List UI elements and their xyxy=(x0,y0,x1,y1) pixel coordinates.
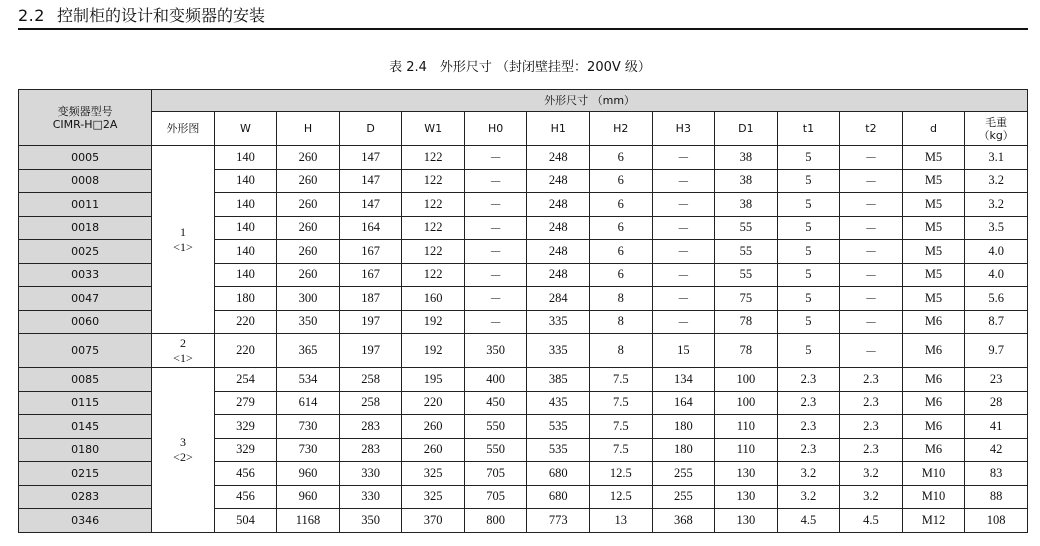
cell-kg: 5.6 xyxy=(965,287,1028,311)
cell-w: 254 xyxy=(214,368,277,392)
cell-h3: － xyxy=(652,240,715,264)
cell-w1: 260 xyxy=(402,438,465,462)
cell-h0: 705 xyxy=(464,462,527,486)
section-number: 2.2 xyxy=(18,6,45,25)
cell-kg: 3.2 xyxy=(965,169,1028,193)
cell-h2: 13 xyxy=(590,509,653,533)
cell-d1: 55 xyxy=(715,216,778,240)
cell-h0: 400 xyxy=(464,368,527,392)
cell-h1: 248 xyxy=(527,169,590,193)
cell-d: 147 xyxy=(339,169,402,193)
cell-d: M6 xyxy=(902,368,965,392)
cell-t1: 5 xyxy=(777,146,840,170)
cell-d: 147 xyxy=(339,146,402,170)
cell-kg: 28 xyxy=(965,391,1028,415)
column-header: H xyxy=(277,112,340,146)
cell-h1: 385 xyxy=(527,368,590,392)
cell-t1: 3.2 xyxy=(777,462,840,486)
cell-h1: 535 xyxy=(527,438,590,462)
cell-w1: 260 xyxy=(402,415,465,439)
cell-h0: － xyxy=(464,216,527,240)
cell-h2: 7.5 xyxy=(590,368,653,392)
cell-w1: 192 xyxy=(402,310,465,334)
cell-h1: 535 xyxy=(527,415,590,439)
cell-h: 960 xyxy=(277,485,340,509)
cell-h2: 7.5 xyxy=(590,415,653,439)
cell-d: M10 xyxy=(902,485,965,509)
column-header: H3 xyxy=(652,112,715,146)
cell-h: 260 xyxy=(277,193,340,217)
cell-t2: 2.3 xyxy=(840,368,903,392)
model-cell: 0018 xyxy=(19,216,152,240)
cell-h2: 6 xyxy=(590,193,653,217)
cell-w: 140 xyxy=(214,169,277,193)
column-header: t1 xyxy=(777,112,840,146)
cell-kg: 41 xyxy=(965,415,1028,439)
cell-t1: 5 xyxy=(777,263,840,287)
cell-h: 1168 xyxy=(277,509,340,533)
cell-d1: 130 xyxy=(715,462,778,486)
cell-d1: 38 xyxy=(715,169,778,193)
table-row xyxy=(19,334,1028,368)
cell-h2: 6 xyxy=(590,263,653,287)
cell-h3: 368 xyxy=(652,509,715,533)
cell-h0: － xyxy=(464,169,527,193)
column-header: H1 xyxy=(527,112,590,146)
model-cell: 0115 xyxy=(19,391,152,415)
weight-header-line1: 毛重 xyxy=(985,115,1008,129)
cell-d: M10 xyxy=(902,462,965,486)
cell-w1: 122 xyxy=(402,169,465,193)
cell-d: M6 xyxy=(902,391,965,415)
cell-d: M5 xyxy=(902,169,965,193)
cell-w: 220 xyxy=(214,334,277,368)
cell-t1: 2.3 xyxy=(777,391,840,415)
cell-d1: 75 xyxy=(715,287,778,311)
cell-h0: 550 xyxy=(464,415,527,439)
cell-h0: － xyxy=(464,263,527,287)
cell-h3: 255 xyxy=(652,485,715,509)
cell-h3: － xyxy=(652,146,715,170)
cell-d1: 38 xyxy=(715,193,778,217)
cell-d: M6 xyxy=(902,334,965,368)
cell-kg: 83 xyxy=(965,462,1028,486)
table-body xyxy=(19,146,1028,533)
cell-d: 187 xyxy=(339,287,402,311)
model-cell: 0075 xyxy=(19,334,152,368)
cell-d: 147 xyxy=(339,193,402,217)
weight-header-line2: （kg） xyxy=(978,128,1014,142)
outline-figure-number: 1 xyxy=(179,224,186,239)
cell-w1: 325 xyxy=(402,462,465,486)
column-header: D1 xyxy=(715,112,778,146)
section-heading xyxy=(18,4,1028,30)
cell-d: 164 xyxy=(339,216,402,240)
cell-t1: 5 xyxy=(777,193,840,217)
cell-w1: 220 xyxy=(402,391,465,415)
table-row xyxy=(19,146,1028,170)
cell-t2: － xyxy=(840,334,903,368)
cell-d1: 130 xyxy=(715,509,778,533)
cell-w: 279 xyxy=(214,391,277,415)
cell-t2: － xyxy=(840,287,903,311)
cell-t1: 4.5 xyxy=(777,509,840,533)
outline-figure-cell xyxy=(152,368,215,533)
table-caption: 表 2.4 外形尺寸 （封闭壁挂型：200V 级） xyxy=(389,60,651,75)
cell-t1: 5 xyxy=(777,287,840,311)
model-header-line1: 变频器型号 xyxy=(57,104,113,118)
cell-t1: 3.2 xyxy=(777,485,840,509)
cell-d: 197 xyxy=(339,334,402,368)
cell-w: 140 xyxy=(214,146,277,170)
cell-kg: 9.7 xyxy=(965,334,1028,368)
cell-h: 260 xyxy=(277,169,340,193)
model-cell: 0085 xyxy=(19,368,152,392)
cell-w: 140 xyxy=(214,240,277,264)
model-cell: 0180 xyxy=(19,438,152,462)
cell-w1: 122 xyxy=(402,263,465,287)
cell-w: 456 xyxy=(214,462,277,486)
cell-h: 260 xyxy=(277,146,340,170)
cell-d: 350 xyxy=(339,509,402,533)
column-header: W1 xyxy=(402,112,465,146)
cell-h0: － xyxy=(464,240,527,264)
column-header: H0 xyxy=(464,112,527,146)
cell-d: 330 xyxy=(339,485,402,509)
cell-h0: 550 xyxy=(464,438,527,462)
cell-h1: 248 xyxy=(527,240,590,264)
cell-t2: 4.5 xyxy=(840,509,903,533)
cell-h0: 450 xyxy=(464,391,527,415)
cell-h3: － xyxy=(652,263,715,287)
cell-t2: － xyxy=(840,146,903,170)
cell-t1: 5 xyxy=(777,216,840,240)
cell-t1: 5 xyxy=(777,334,840,368)
cell-w: 220 xyxy=(214,310,277,334)
model-cell: 0145 xyxy=(19,415,152,439)
cell-w: 140 xyxy=(214,193,277,217)
cell-h2: 6 xyxy=(590,240,653,264)
cell-h1: 284 xyxy=(527,287,590,311)
cell-h0: 800 xyxy=(464,509,527,533)
cell-h: 960 xyxy=(277,462,340,486)
model-cell: 0060 xyxy=(19,310,152,334)
cell-t2: － xyxy=(840,216,903,240)
cell-d1: 38 xyxy=(715,146,778,170)
cell-h3: － xyxy=(652,193,715,217)
outline-figure-number: 3 xyxy=(179,434,186,449)
cell-h2: 7.5 xyxy=(590,438,653,462)
cell-h2: 12.5 xyxy=(590,462,653,486)
cell-h1: 680 xyxy=(527,485,590,509)
model-cell: 0025 xyxy=(19,240,152,264)
cell-w1: 160 xyxy=(402,287,465,311)
model-cell: 0033 xyxy=(19,263,152,287)
outline-figure-note: <1> xyxy=(173,239,193,254)
cell-h1: 680 xyxy=(527,462,590,486)
cell-d: M6 xyxy=(902,438,965,462)
cell-d: M5 xyxy=(902,263,965,287)
cell-d1: 130 xyxy=(715,485,778,509)
model-cell: 0005 xyxy=(19,146,152,170)
column-header: H2 xyxy=(590,112,653,146)
weight-header xyxy=(965,112,1028,146)
cell-d: 167 xyxy=(339,240,402,264)
cell-d: M12 xyxy=(902,509,965,533)
cell-t2: 2.3 xyxy=(840,415,903,439)
cell-h: 260 xyxy=(277,263,340,287)
cell-w1: 325 xyxy=(402,485,465,509)
cell-w: 140 xyxy=(214,216,277,240)
cell-h0: － xyxy=(464,146,527,170)
cell-d1: 78 xyxy=(715,334,778,368)
cell-h0: 705 xyxy=(464,485,527,509)
cell-d: M5 xyxy=(902,146,965,170)
cell-kg: 3.5 xyxy=(965,216,1028,240)
model-cell: 0346 xyxy=(19,509,152,533)
cell-w: 456 xyxy=(214,485,277,509)
cell-h2: 6 xyxy=(590,169,653,193)
cell-d: 283 xyxy=(339,438,402,462)
cell-h: 300 xyxy=(277,287,340,311)
cell-h1: 435 xyxy=(527,391,590,415)
cell-d: 167 xyxy=(339,263,402,287)
cell-w1: 192 xyxy=(402,334,465,368)
cell-d1: 55 xyxy=(715,263,778,287)
cell-h2: 8 xyxy=(590,310,653,334)
model-cell: 0008 xyxy=(19,169,152,193)
cell-w: 180 xyxy=(214,287,277,311)
cell-h1: 248 xyxy=(527,216,590,240)
cell-t1: 5 xyxy=(777,240,840,264)
cell-h: 365 xyxy=(277,334,340,368)
cell-h1: 335 xyxy=(527,334,590,368)
cell-d: M5 xyxy=(902,193,965,217)
cell-h3: 15 xyxy=(652,334,715,368)
cell-h0: － xyxy=(464,287,527,311)
cell-h3: － xyxy=(652,287,715,311)
cell-t2: － xyxy=(840,193,903,217)
cell-d: M6 xyxy=(902,310,965,334)
cell-h: 534 xyxy=(277,368,340,392)
cell-h: 730 xyxy=(277,438,340,462)
cell-t2: 2.3 xyxy=(840,391,903,415)
model-header xyxy=(19,90,152,146)
cell-h3: 255 xyxy=(652,462,715,486)
column-header: W xyxy=(214,112,277,146)
cell-kg: 108 xyxy=(965,509,1028,533)
cell-kg: 4.0 xyxy=(965,240,1028,264)
cell-d1: 110 xyxy=(715,438,778,462)
column-header: d xyxy=(902,112,965,146)
cell-h3: － xyxy=(652,216,715,240)
cell-h2: 8 xyxy=(590,287,653,311)
cell-d: 197 xyxy=(339,310,402,334)
outline-figure-cell xyxy=(152,334,215,368)
cell-kg: 23 xyxy=(965,368,1028,392)
model-cell: 0011 xyxy=(19,193,152,217)
column-header: 外形图 xyxy=(152,112,215,146)
cell-kg: 3.2 xyxy=(965,193,1028,217)
cell-h: 730 xyxy=(277,415,340,439)
cell-h3: 164 xyxy=(652,391,715,415)
cell-h0: － xyxy=(464,193,527,217)
cell-d1: 78 xyxy=(715,310,778,334)
cell-t1: 2.3 xyxy=(777,415,840,439)
cell-h2: 8 xyxy=(590,334,653,368)
cell-d: 330 xyxy=(339,462,402,486)
cell-kg: 8.7 xyxy=(965,310,1028,334)
cell-w1: 195 xyxy=(402,368,465,392)
cell-h2: 6 xyxy=(590,216,653,240)
cell-t1: 5 xyxy=(777,310,840,334)
dimensions-table xyxy=(18,89,1028,533)
cell-h2: 6 xyxy=(590,146,653,170)
cell-h: 614 xyxy=(277,391,340,415)
outline-figure-note: <2> xyxy=(173,449,193,464)
cell-w1: 122 xyxy=(402,146,465,170)
cell-t2: 2.3 xyxy=(840,438,903,462)
cell-w: 329 xyxy=(214,438,277,462)
column-header: t2 xyxy=(840,112,903,146)
cell-t2: － xyxy=(840,263,903,287)
cell-h3: 134 xyxy=(652,368,715,392)
table-row xyxy=(19,368,1028,392)
cell-h1: 248 xyxy=(527,263,590,287)
cell-h: 350 xyxy=(277,310,340,334)
cell-d1: 100 xyxy=(715,368,778,392)
cell-t2: － xyxy=(840,240,903,264)
cell-w1: 122 xyxy=(402,240,465,264)
cell-t1: 2.3 xyxy=(777,438,840,462)
cell-t1: 5 xyxy=(777,169,840,193)
cell-w: 504 xyxy=(214,509,277,533)
cell-h3: － xyxy=(652,310,715,334)
cell-h1: 335 xyxy=(527,310,590,334)
cell-t2: － xyxy=(840,169,903,193)
cell-h: 260 xyxy=(277,240,340,264)
cell-h3: 180 xyxy=(652,415,715,439)
dimension-group-header: 外形尺寸 （mm） xyxy=(152,90,1028,112)
cell-h0: － xyxy=(464,310,527,334)
cell-kg: 3.1 xyxy=(965,146,1028,170)
cell-h3: － xyxy=(652,169,715,193)
cell-h1: 248 xyxy=(527,146,590,170)
cell-d: M5 xyxy=(902,216,965,240)
cell-d1: 110 xyxy=(715,415,778,439)
column-header-row xyxy=(19,112,1028,146)
section-title: 控制柜的设计和变频器的安装 xyxy=(56,6,265,25)
cell-t1: 2.3 xyxy=(777,368,840,392)
cell-d: M5 xyxy=(902,287,965,311)
cell-h1: 773 xyxy=(527,509,590,533)
outline-figure-number: 2 xyxy=(179,335,186,350)
outline-figure-cell xyxy=(152,146,215,334)
model-cell: 0047 xyxy=(19,287,152,311)
cell-d: M6 xyxy=(902,415,965,439)
cell-w: 140 xyxy=(214,263,277,287)
cell-w1: 122 xyxy=(402,216,465,240)
cell-h2: 12.5 xyxy=(590,485,653,509)
model-header-line2: CIMR-H□2A xyxy=(52,117,118,131)
cell-d: 283 xyxy=(339,415,402,439)
cell-d1: 55 xyxy=(715,240,778,264)
cell-h0: 350 xyxy=(464,334,527,368)
cell-d: 258 xyxy=(339,368,402,392)
cell-d: M5 xyxy=(902,240,965,264)
cell-t2: 3.2 xyxy=(840,485,903,509)
cell-w: 329 xyxy=(214,415,277,439)
cell-t2: 3.2 xyxy=(840,462,903,486)
cell-h3: 180 xyxy=(652,438,715,462)
cell-d1: 100 xyxy=(715,391,778,415)
cell-kg: 42 xyxy=(965,438,1028,462)
cell-h2: 7.5 xyxy=(590,391,653,415)
cell-kg: 4.0 xyxy=(965,263,1028,287)
cell-h: 260 xyxy=(277,216,340,240)
cell-h1: 248 xyxy=(527,193,590,217)
cell-t2: － xyxy=(840,310,903,334)
column-header: D xyxy=(339,112,402,146)
cell-w1: 122 xyxy=(402,193,465,217)
model-cell: 0215 xyxy=(19,462,152,486)
model-cell: 0283 xyxy=(19,485,152,509)
outline-figure-note: <1> xyxy=(173,350,193,365)
cell-kg: 88 xyxy=(965,485,1028,509)
cell-d: 258 xyxy=(339,391,402,415)
cell-w1: 370 xyxy=(402,509,465,533)
